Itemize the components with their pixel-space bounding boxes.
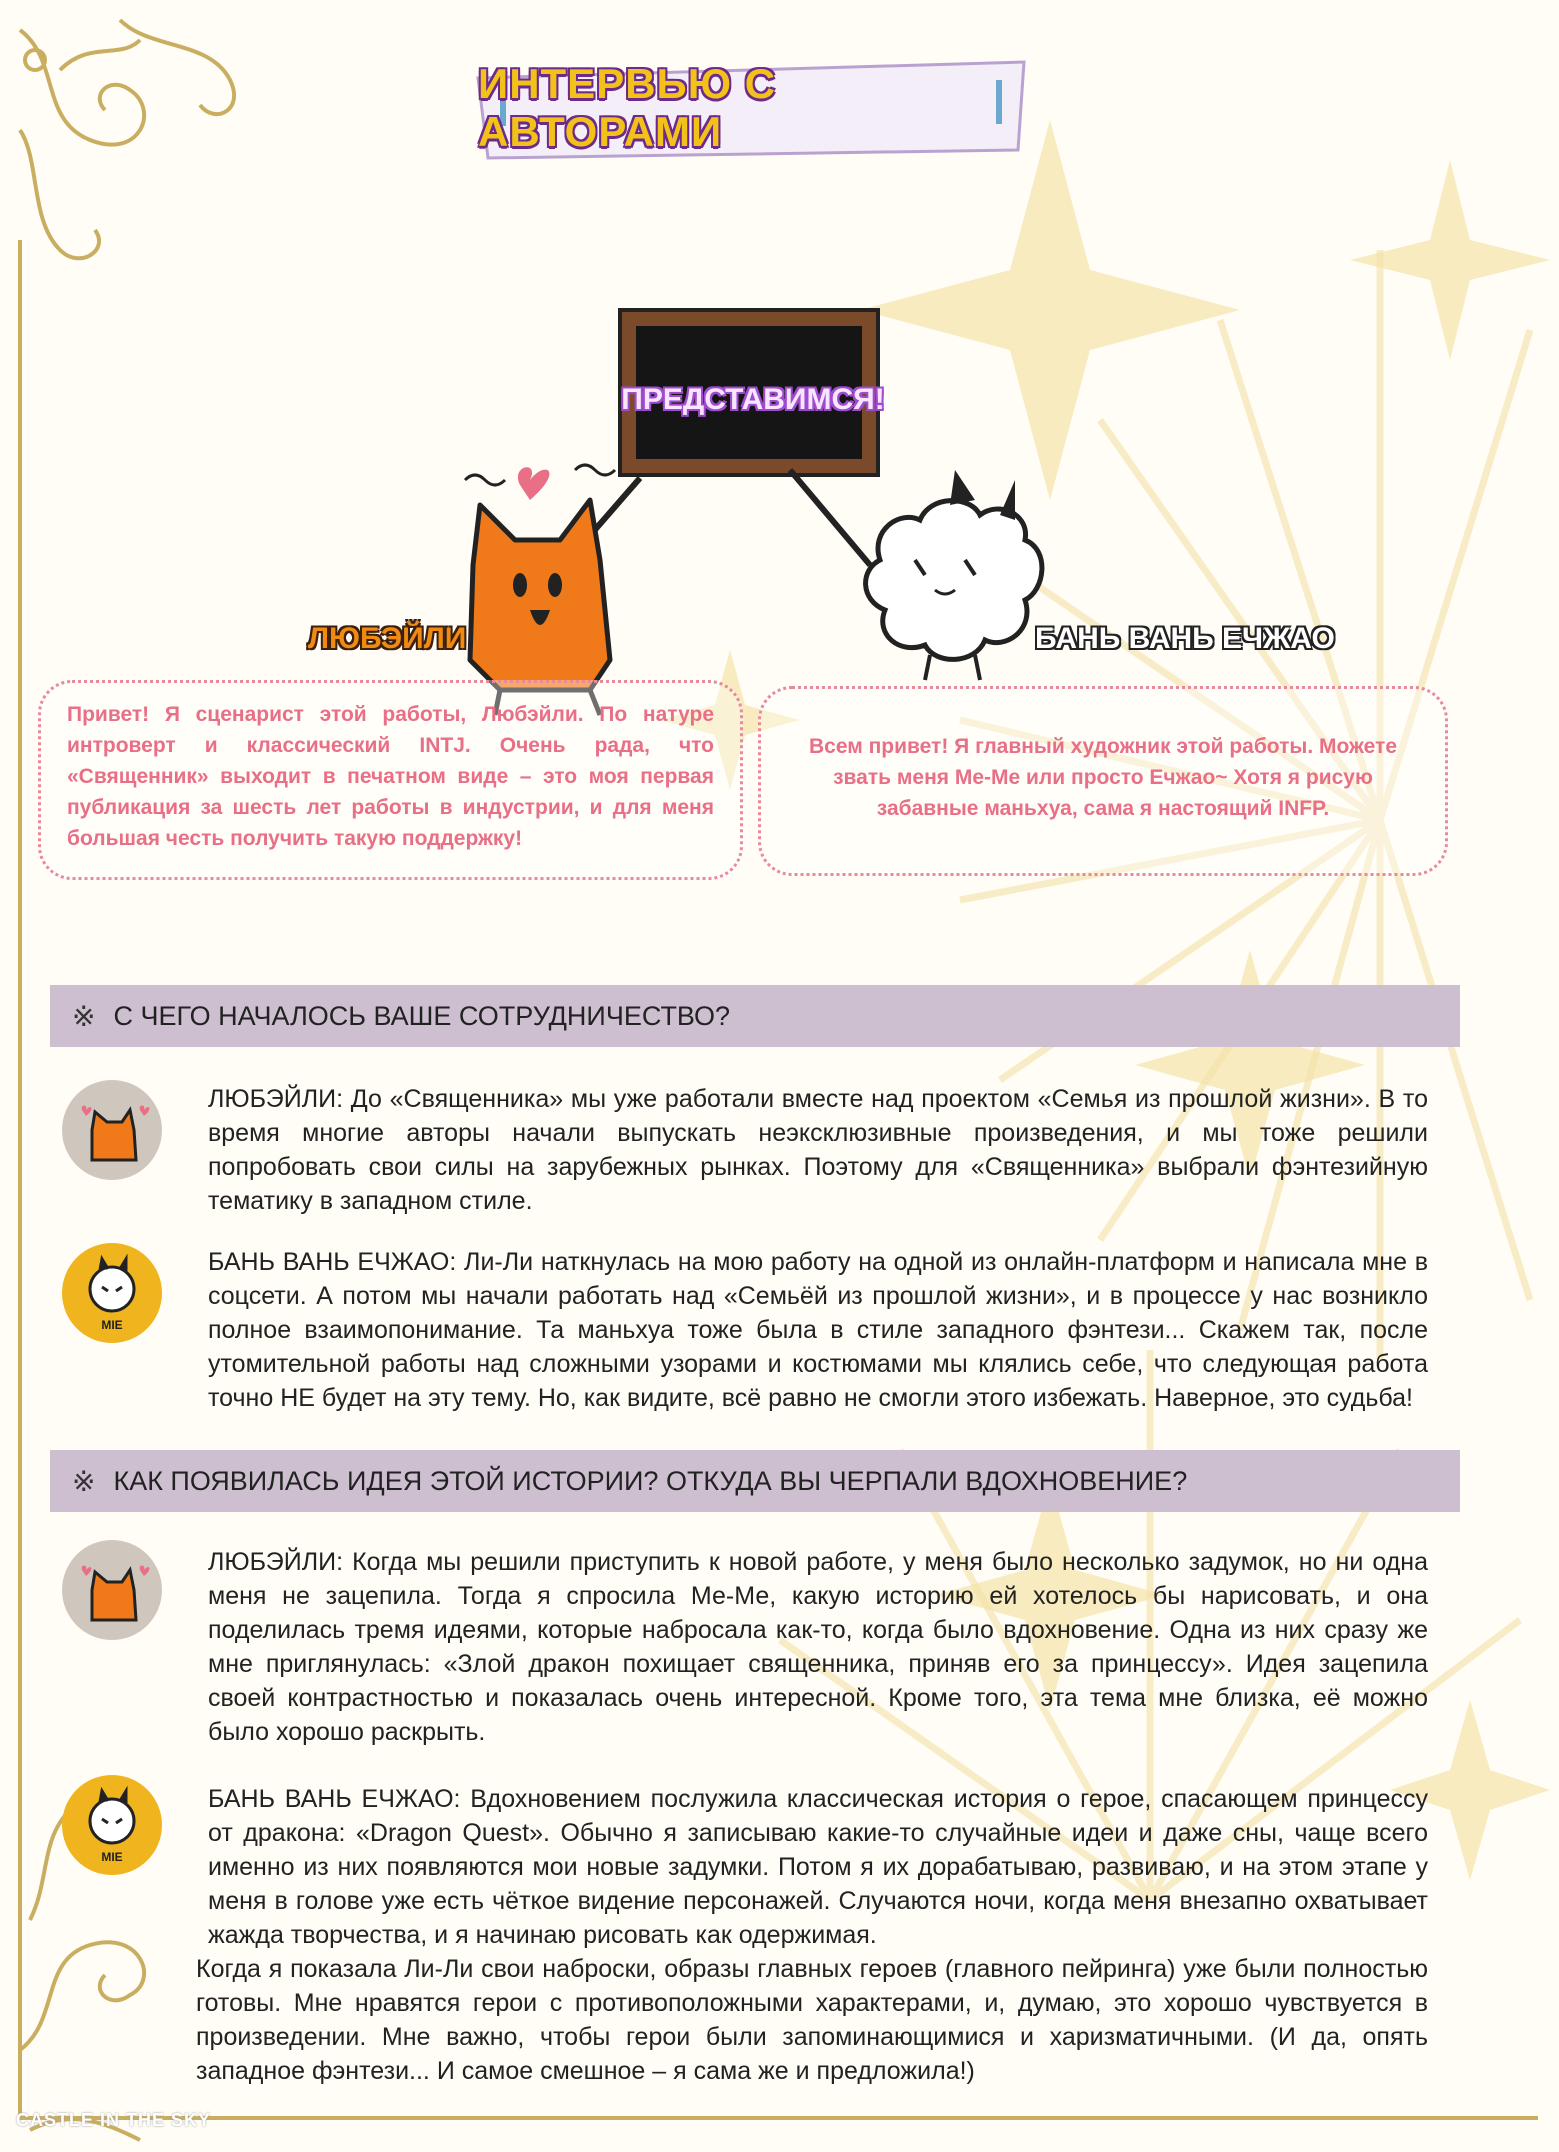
question-text: С ЧЕГО НАЧАЛОСЬ ВАШЕ СОТРУДНИЧЕСТВО? [113,1000,731,1031]
watermark: CASTLE IN THE SKY [16,2110,212,2130]
reference-mark-icon: ※ [72,1000,96,1032]
reference-mark-icon: ※ [72,1465,96,1497]
writer-avatar-icon [62,1080,162,1180]
writer-intro-bubble [38,680,743,880]
avatar-label: MIE [101,1318,123,1332]
title-banner [478,58,1024,158]
writer-intro-text: Привет! Я сценарист этой работы, Любэйли. По натуре интроверт и классический INTJ. Очень рада, что «Священник» выходит в печатном виде – это моя первая публикация за шесть лет работы в индустрии, и для меня большая честь получить такую поддержку! [67,703,714,850]
answer-text: БАНЬ ВАНЬ ЕЧЖАО: Ли-Ли наткнулась на мою работу на одной из онлайн-платформ и написала мне в соцсети. А потом мы начали работать над «Семьёй из прошлой жизни», и в процессе у нас возникло полное взаимопонимание. Та маньхуа тоже была в стиле западного фэнтези... Скажем так, после утомительной работы над сложными узорами и костюмами мы клялись себе, что следующая работа точно НЕ будет на эту тему. Но, как видите, всё равно не смогли этого избежать. Наверное, это судьба! [208,1248,1428,1412]
blackboard-label: ПРЕДСТАВИМСЯ! [621,383,885,416]
artist-avatar-icon [62,1243,162,1343]
answer-text [196,1782,1428,2088]
artist-name-label: БАНЬ ВАНЬ ЕЧЖАО [1035,622,1335,655]
writer-avatar-icon [62,1540,162,1640]
question-bar-2 [50,1450,1460,1512]
answer-paragraph: БАНЬ ВАНЬ ЕЧЖАО: Вдохновением послужила классическая история о герое, спасающем принцессу от дракона: «Dragon Quest». Обычно я записываю какие-то случайные идеи и даже сны, чаще всего именно из них появляются мои новые задумки. Потом я их дорабатываю, развиваю, и на этом этапе у меня в голове уже есть чёткое видение персонажей. Случаются ночи, когда меня внезапно охватывает жажда творчества, и я начинаю рисовать как одержимая. [208,1785,1428,1949]
artist-avatar [62,1775,162,1875]
answer-paragraph: Когда я показала Ли-Ли свои наброски, образы главных героев (главного пейринга) уже были полностью готовы. Мне нравятся герои с противоположными характерами, и, думаю, это хорошо чувствуется в произведении. Мне важно, чтобы герои были запоминающимися и харизматичными. (И да, опять западное фэнтези... И самое смешное – я сама же и предложила!) [196,1955,1428,2085]
question-text: КАК ПОЯВИЛАСЬ ИДЕЯ ЭТОЙ ИСТОРИИ? ОТКУДА ВЫ ЧЕРПАЛИ ВДОХНОВЕНИЕ? [113,1465,1188,1496]
artist-avatar [62,1243,162,1343]
answer-text: ЛЮБЭЙЛИ: Когда мы решили приступить к новой работе, у меня было несколько задумок, но ни одна меня не зацепила. Тогда я спросила Ме-Ме, какую историю ей хотелось бы нарисовать, и она поделилась тремя идеями, которые набросала как-то, когда было вдохновение. Одна из них сразу же мне приглянулась: «Злой дракон похищает священника, приняв его за принцессу». Идея зацепила своей контрастностью и показалась очень интересной. Кроме того, эта тема мне близка, её можно было хорошо раскрыть. [208,1548,1428,1746]
avatar-label: MIE [101,1850,123,1864]
artist-intro-text: Всем привет! Я главный художник этой работы. Можете звать меня Ме-Ме или просто Ечжао~ Хотя я рисую забавные маньхуа, сама я настоящий INFP. [808,735,1398,820]
page-title: ИНТЕРВЬЮ С АВТОРАМИ [478,60,777,155]
question-bar-1 [50,985,1460,1047]
artist-intro-bubble [758,686,1448,876]
writer-avatar [62,1540,162,1640]
writer-name-label: ЛЮБЭЙЛИ [308,622,467,655]
answer-text: ЛЮБЭЙЛИ: До «Священника» мы уже работали вместе над проектом «Семья из прошлой жизни». В то время многие авторы начали выпускать неэксклюзивные произведения, и мы тоже решили попробовать свои силы на зарубежных рынках. Поэтому для «Священника» выбрали фэнтезийную тематику в западном стиле. [208,1085,1428,1215]
artist-avatar-icon [62,1775,162,1875]
writer-avatar [62,1080,162,1180]
